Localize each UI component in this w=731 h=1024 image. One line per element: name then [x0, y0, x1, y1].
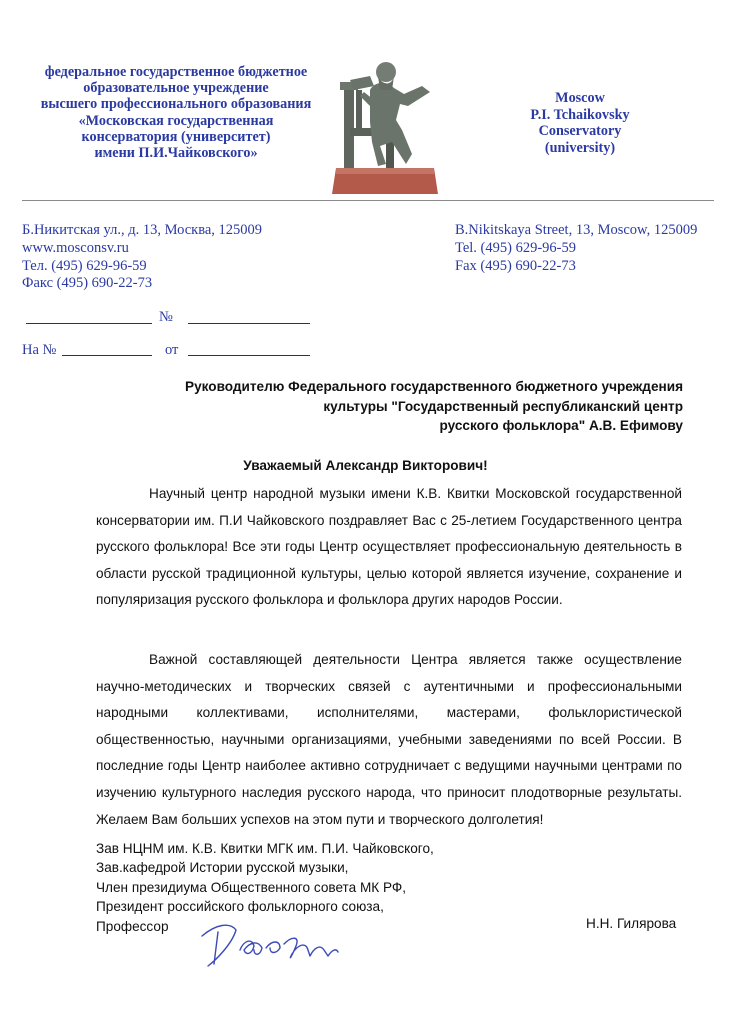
letterhead-en-line: Moscow [555, 90, 605, 106]
signatory-title-line: Зав НЦНМ им. К.В. Квитки МГК им. П.И. Чайковского, [96, 841, 434, 856]
signatory-title-line: Профессор [96, 918, 169, 934]
letterhead-ru-line: образовательное учреждение [83, 80, 269, 97]
recipient-line: русского фольклора" А.В. Ефимову [439, 418, 683, 433]
letterhead-en-line: (university) [544, 139, 616, 156]
letter-paragraph-1 [96, 481, 682, 614]
phone-ru: Тел. (495) 629-96-59 [22, 257, 147, 274]
letterhead-ru-line: «Московская государственная [78, 112, 274, 129]
recipient-line: Руководителю Федерального государственного бюджетного учреждения [185, 379, 683, 394]
salutation: Уважаемый Александр Викторович! [243, 458, 488, 473]
fax-en: Fax (495) 690-22-73 [455, 257, 576, 274]
paragraph-text: Важной составляющей деятельности Центра является также осуществление научно-методических и творческих связей с аутентичными и профессиональными народными коллективами, исполнителями, мастерами, фольклористической общественностью, научными организациями, учебными заведениями по всей России. В последние годы Центр наиболее активно сотрудничает с ведущими научными центрами по изучению культурного наследия русского народа, что приносит плодотворные результаты. Желаем Вам больших успехов на этом пути и творческого долголетия! [96, 652, 682, 827]
letterhead-ru-line: имени П.И.Чайковского» [94, 145, 258, 162]
from-label: от [165, 342, 179, 358]
signatory-name: Н.Н. Гилярова [586, 916, 677, 931]
recipient-line: культуры "Государственный республиканский центр [323, 398, 683, 414]
signatory-title-line: Член президиума Общественного совета МК РФ, [96, 879, 407, 895]
letterhead-english [500, 90, 660, 156]
letterhead-ru-line: федеральное государственное бюджетное [44, 64, 308, 80]
letterhead-ru-line: высшего профессионального образования [40, 96, 312, 113]
signatory-title-line: Зав.кафедрой Истории русской музыки, [96, 860, 349, 876]
address-en: B.Nikitskaya Street, 13, Moscow, 125009 [455, 222, 698, 238]
number-sign: № [159, 309, 173, 325]
recipient-block [163, 377, 683, 436]
letter-paragraph-2 [96, 647, 682, 833]
handwritten-signature [196, 910, 342, 972]
paragraph-text: Научный центр народной музыки имени К.В. Квитки Московской государственной консерватории им. П.И Чайковского поздравляет Вас с 25-летием Государственного центра русского фольклора! Все эти годы Центр осуществляет профессиональную деятельность в области русской традиционной культуры, целью которой является изучение, сохранение и популяризация русского фольклора и фольклора других народов России. [96, 486, 682, 608]
website: www.mosconsv.ru [22, 239, 129, 256]
header-divider [22, 200, 714, 201]
letterhead-en-line: P.I. Tchaikovsky [530, 106, 630, 123]
reply-date-line [188, 355, 310, 356]
reply-to-label: На № [22, 342, 57, 358]
reply-number-line [62, 355, 152, 356]
signatory-title-line: Президент российского фольклорного союза, [96, 899, 384, 915]
outgoing-date-line [26, 323, 152, 324]
letterhead-ru-line: консерватория (университет) [81, 128, 271, 145]
contacts-russian [22, 222, 262, 293]
tchaikovsky-statue-logo [330, 46, 440, 196]
outgoing-number-line [188, 323, 310, 324]
letterhead-russian [22, 64, 330, 161]
address-ru: Б.Никитская ул., д. 13, Москва, 125009 [22, 222, 263, 238]
contacts-english [455, 222, 697, 275]
letterhead-en-line: Conservatory [538, 123, 622, 139]
fax-ru: Факс (495) 690-22-73 [22, 275, 153, 292]
phone-en: Tel. (495) 629-96-59 [455, 239, 576, 256]
